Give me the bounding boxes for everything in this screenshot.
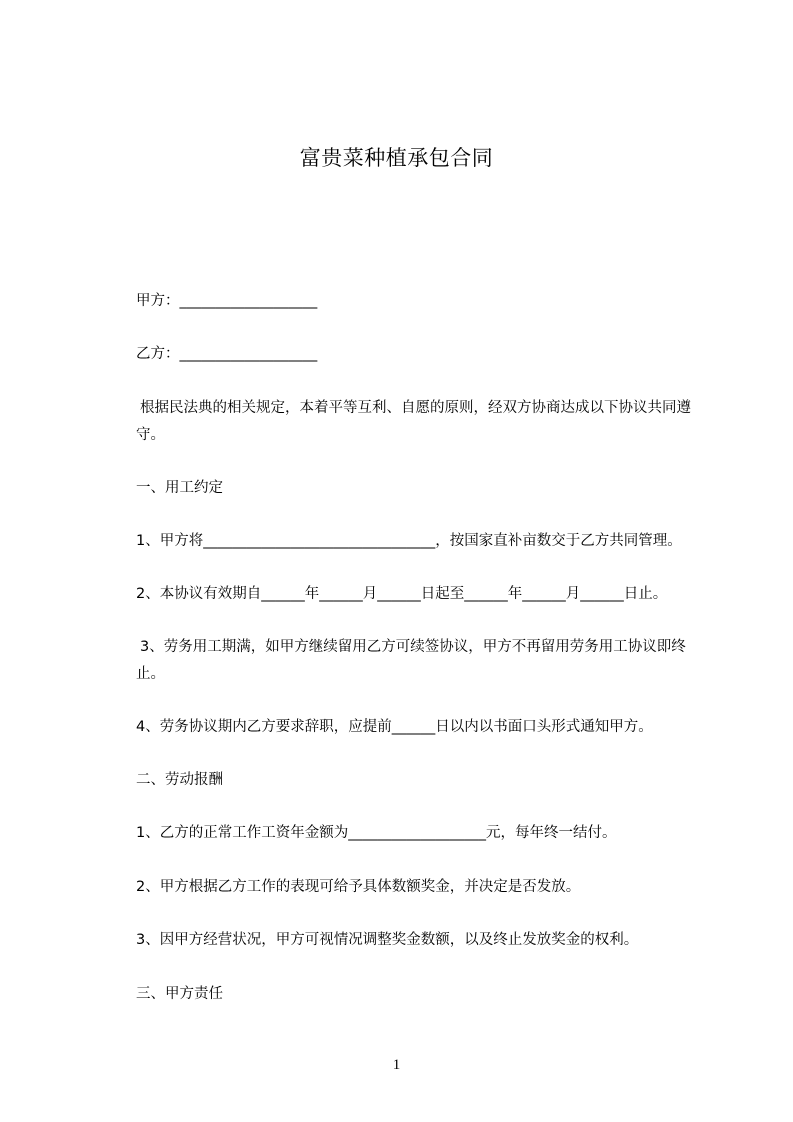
clause-1-2: 2、本协议有效期自______年______月______日起至______年______月______日止。 — [136, 586, 668, 602]
clause-1-1: 1、甲方将________________________________，按国家直补亩数交于乙方共同管理。 — [136, 533, 682, 549]
section-heading-employment: 一、用工约定 — [136, 480, 223, 496]
party-b-line: 乙方：___________________ — [136, 346, 318, 362]
clause-2-1: 1、乙方的正常工作工资年金额为___________________元，每年终一结付。 — [136, 825, 617, 841]
intro-paragraph: 根据民法典的相关规定，本着平等互利、自愿的原则，经双方协商达成以下协议共同遵守。 — [136, 400, 691, 443]
party-a-line: 甲方：___________________ — [136, 293, 318, 309]
clause-1-4: 4、劳务协议期内乙方要求辞职，应提前______日以内以书面口头形式通知甲方。 — [136, 719, 653, 735]
clause-2-3: 3、因甲方经营状况，甲方可视情况调整奖金数额，以及终止发放奖金的权利。 — [136, 932, 639, 948]
document-title: 富贵菜种植承包合同 — [299, 146, 494, 170]
section-heading-remuneration: 二、劳动报酬 — [136, 772, 223, 788]
clause-2-2: 2、甲方根据乙方工作的表现可给予具体数额奖金，并决定是否发放。 — [136, 879, 581, 895]
page-number: 1 — [392, 1057, 401, 1073]
section-heading-party-a-duties: 三、甲方责任 — [136, 986, 223, 1002]
clause-1-3: 3、劳务用工期满，如甲方继续留用乙方可续签协议，甲方不再留用劳务用工协议即终止。 — [136, 639, 686, 682]
